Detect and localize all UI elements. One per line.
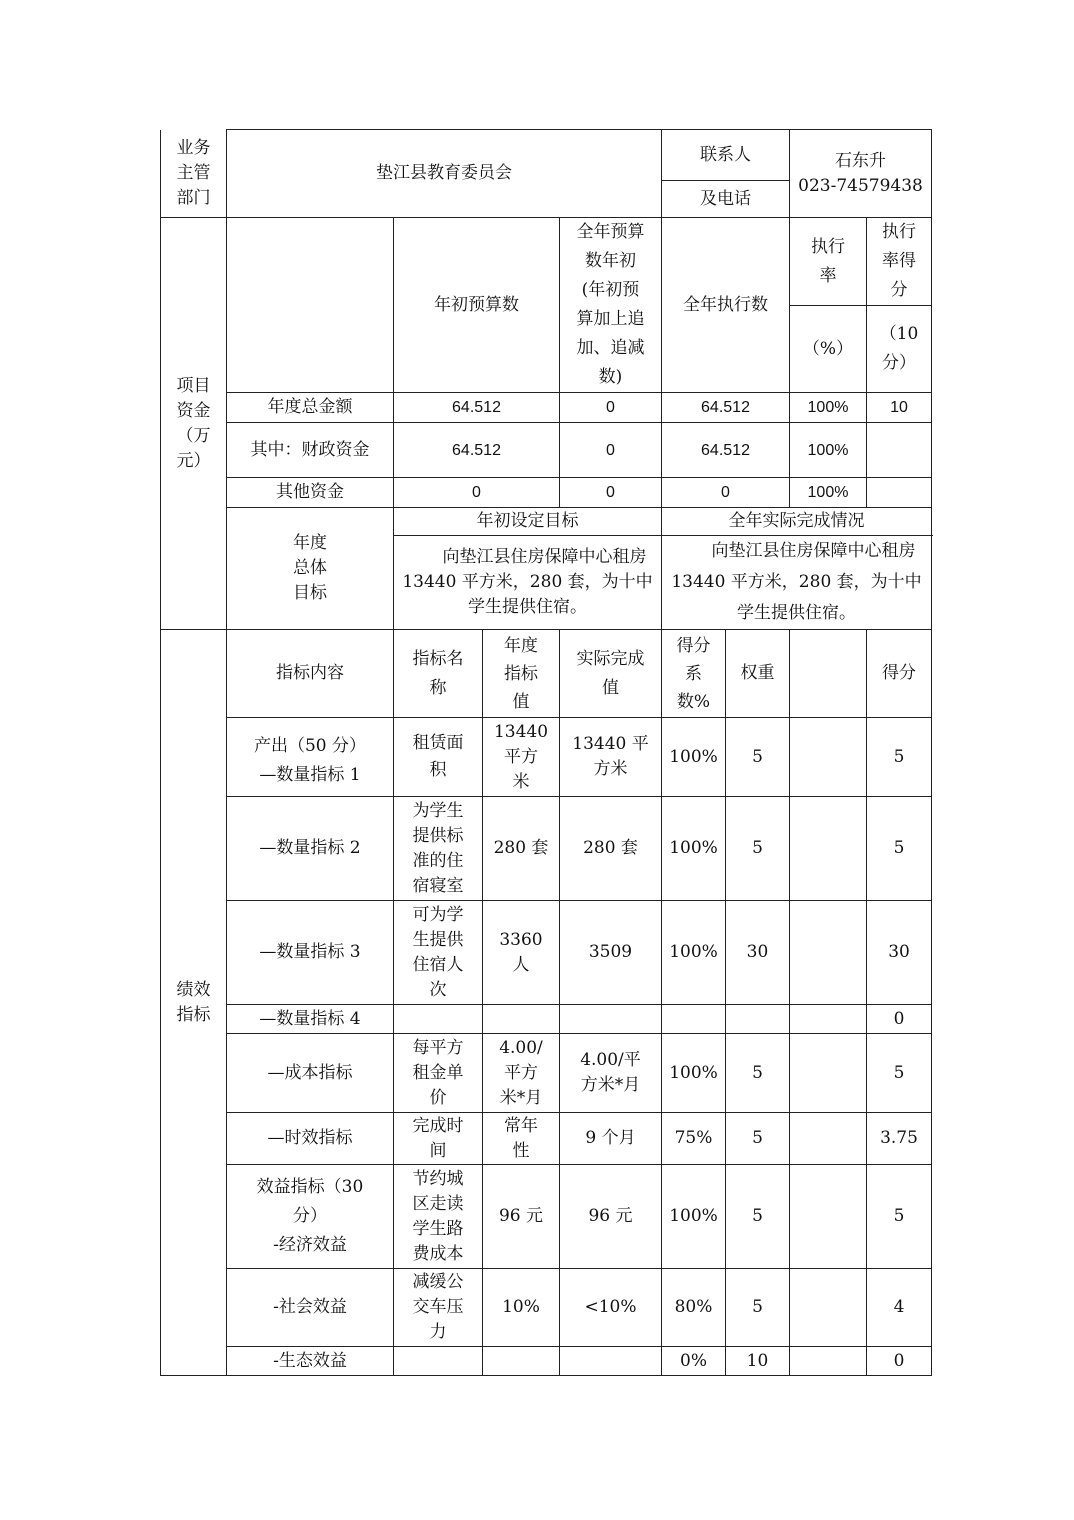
funds-row-score (867, 478, 932, 508)
perf-row-score: 4 (867, 1269, 932, 1347)
funds-col-initial: 年初预算数 (394, 218, 560, 393)
perf-row-actual: 4.00/平 方米*月 (560, 1034, 662, 1113)
perf-row-content: —数量指标 2 (227, 797, 394, 901)
perf-row-content: —数量指标 3 (227, 901, 394, 1005)
funds-row-adjusted: 0 (560, 478, 662, 508)
perf-row-coef: 80% (662, 1269, 726, 1347)
perf-row-actual: 13440 平 方米 (560, 718, 662, 797)
funds-col-score: 执行 率得 分 (867, 218, 932, 306)
perf-row-target: 4.00/ 平方 米*月 (483, 1034, 560, 1113)
perf-header-coef: 得分 系 数% (662, 630, 726, 718)
perf-row-name: 每平方 租金单 价 (394, 1034, 483, 1113)
perf-header-score: 得分 (867, 630, 932, 718)
perf-row-score: 5 (867, 797, 932, 901)
funds-row-executed: 64.512 (662, 393, 790, 423)
funds-row-adjusted: 0 (560, 423, 662, 478)
perf-row-target: 13440 平方 米 (483, 718, 560, 797)
perf-row-coef: 100% (662, 901, 726, 1005)
funds-row-adjusted: 0 (560, 393, 662, 423)
funds-row-initial: 64.512 (394, 393, 560, 423)
funds-row-initial: 64.512 (394, 423, 560, 478)
dept-value: 垫江县教育委员会 (227, 130, 662, 218)
contact-label-2: 及电话 (662, 181, 790, 218)
perf-row-name (394, 1347, 483, 1376)
perf-row-coef: 100% (662, 797, 726, 901)
funds-row-initial: 0 (394, 478, 560, 508)
perf-header-content: 指标内容 (227, 630, 394, 718)
perf-row-blank (790, 1034, 867, 1113)
perf-row-weight: 5 (726, 797, 790, 901)
funds-col-executed: 全年执行数 (662, 218, 790, 393)
dept-label: 业务 主管 部门 (161, 130, 227, 218)
perf-row-actual: <10% (560, 1269, 662, 1347)
perf-row-target: 常年 性 (483, 1113, 560, 1165)
perf-row-score: 5 (867, 718, 932, 797)
funds-row-label: 其他资金 (227, 478, 394, 508)
perf-row-weight: 5 (726, 718, 790, 797)
funds-row-score (867, 423, 932, 478)
contact-label-1: 联系人 (662, 130, 790, 181)
perf-row-actual: 9 个月 (560, 1113, 662, 1165)
perf-row-weight (726, 1005, 790, 1034)
goals-actual-text: 向垫江县住房保障中心租房 13440 平方米，280 套，为十中学生提供住宿。 (662, 536, 932, 630)
perf-row-content: 效益指标（30 分） -经济效益 (227, 1165, 394, 1269)
perf-header-target: 年度 指标 值 (483, 630, 560, 718)
perf-row-actual: 3509 (560, 901, 662, 1005)
funds-row-rate: 100% (790, 478, 867, 508)
perf-row-blank (790, 1165, 867, 1269)
perf-row-score: 0 (867, 1005, 932, 1034)
perf-row-content: —数量指标 4 (227, 1005, 394, 1034)
funds-col-rate-unit: （%） (790, 306, 867, 393)
perf-header-name: 指标名 称 (394, 630, 483, 718)
perf-row-coef: 100% (662, 718, 726, 797)
perf-row-name: 为学生 提供标 准的住 宿寝室 (394, 797, 483, 901)
perf-row-coef: 100% (662, 1165, 726, 1269)
perf-row-score: 0 (867, 1347, 932, 1376)
perf-row-name: 可为学 生提供 住宿人 次 (394, 901, 483, 1005)
perf-row-score: 5 (867, 1034, 932, 1113)
perf-row-blank (790, 1113, 867, 1165)
perf-row-actual (560, 1347, 662, 1376)
perf-header-weight: 权重 (726, 630, 790, 718)
perf-row-content: 产出（50 分） —数量指标 1 (227, 718, 394, 797)
perf-row-coef: 100% (662, 1034, 726, 1113)
funds-row-executed: 64.512 (662, 423, 790, 478)
perf-row-content: —成本指标 (227, 1034, 394, 1113)
funds-col-adjusted: 全年预算 数年初 (年初预 算加上追 加、追减 数) (560, 218, 662, 393)
perf-row-content: -生态效益 (227, 1347, 394, 1376)
perf-row-name (394, 1005, 483, 1034)
funds-row-rate: 100% (790, 423, 867, 478)
perf-row-blank (790, 1269, 867, 1347)
perf-row-actual: 280 套 (560, 797, 662, 901)
perf-row-target (483, 1005, 560, 1034)
perf-header-blank (790, 630, 867, 718)
funds-col-rate: 执行 率 (790, 218, 867, 306)
perf-row-weight: 5 (726, 1113, 790, 1165)
goals-planned-text: 向垫江县住房保障中心租房 13440 平方米，280 套，为十中学生提供住宿。 (394, 536, 662, 630)
contact-value: 石东升 023-74579438 (790, 130, 932, 218)
perf-row-blank (790, 718, 867, 797)
perf-row-score: 3.75 (867, 1113, 932, 1165)
perf-row-target: 96 元 (483, 1165, 560, 1269)
perf-row-score: 30 (867, 901, 932, 1005)
funds-row-label: 其中：财政资金 (227, 423, 394, 478)
perf-row-blank (790, 1005, 867, 1034)
perf-row-content: —时效指标 (227, 1113, 394, 1165)
perf-row-weight: 30 (726, 901, 790, 1005)
goals-actual-header: 全年实际完成情况 (662, 508, 932, 536)
funds-row-label: 年度总金额 (227, 393, 394, 423)
perf-row-weight: 5 (726, 1269, 790, 1347)
funds-section-label: 项目 资金 （万 元） (161, 218, 227, 630)
goals-planned-header: 年初设定目标 (394, 508, 662, 536)
perf-row-weight: 5 (726, 1034, 790, 1113)
funds-col-score-unit: （10 分） (867, 306, 932, 393)
perf-row-name: 完成时 间 (394, 1113, 483, 1165)
perf-row-name: 节约城 区走读 学生路 费成本 (394, 1165, 483, 1269)
performance-table (160, 129, 932, 1376)
perf-row-coef: 75% (662, 1113, 726, 1165)
perf-row-blank (790, 797, 867, 901)
perf-row-name: 租赁面 积 (394, 718, 483, 797)
perf-row-name: 减缓公 交车压 力 (394, 1269, 483, 1347)
perf-row-target: 3360 人 (483, 901, 560, 1005)
perf-row-target: 10% (483, 1269, 560, 1347)
perf-row-content: -社会效益 (227, 1269, 394, 1347)
perf-row-blank (790, 1347, 867, 1376)
funds-header-blank (227, 218, 394, 393)
perf-row-weight: 5 (726, 1165, 790, 1269)
perf-row-blank (790, 901, 867, 1005)
funds-row-rate: 100% (790, 393, 867, 423)
perf-row-score: 5 (867, 1165, 932, 1269)
perf-row-actual (560, 1005, 662, 1034)
goals-section-label: 年度 总体 目标 (227, 508, 394, 630)
perf-row-actual: 96 元 (560, 1165, 662, 1269)
perf-header-actual: 实际完成 值 (560, 630, 662, 718)
performance-section-label: 绩效 指标 (161, 630, 227, 1376)
perf-row-weight: 10 (726, 1347, 790, 1376)
funds-row-score: 10 (867, 393, 932, 423)
funds-row-executed: 0 (662, 478, 790, 508)
perf-row-target (483, 1347, 560, 1376)
perf-row-coef (662, 1005, 726, 1034)
perf-row-target: 280 套 (483, 797, 560, 901)
perf-row-coef: 0% (662, 1347, 726, 1376)
